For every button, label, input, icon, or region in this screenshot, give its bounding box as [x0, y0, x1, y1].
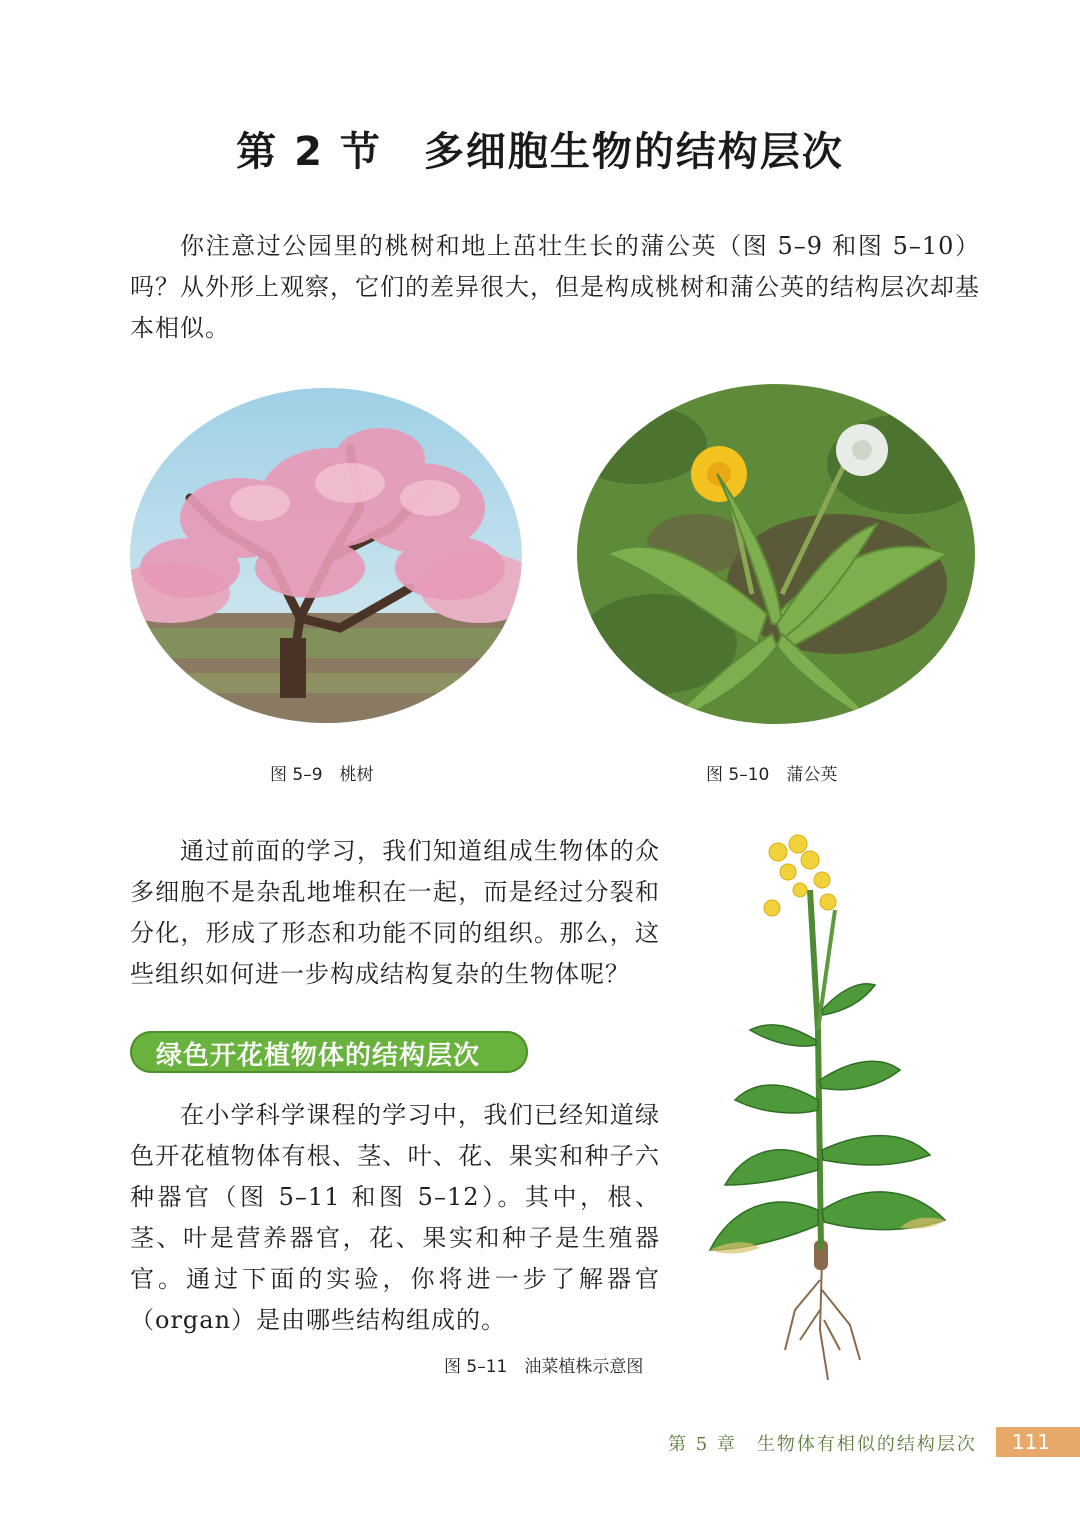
dandelion-photo [577, 384, 975, 724]
figure-5-11-caption: 图 5–11 油菜植株示意图 [444, 1357, 644, 1377]
section-heading: 绿色开花植物体的结构层次 [156, 1041, 481, 1071]
body-paragraph-2: 通过前面的学习，我们知道组成生物体的众多细胞不是杂乱地堆积在一起，而是经过分裂和分化，形成了形态和功能不同的组织。那么，这些组织如何进一步构成结构复杂的生物体呢？ [130, 837, 660, 988]
page-title: 第 2 节 多细胞生物的结构层次 [236, 129, 844, 175]
section-heading-pill [130, 1031, 528, 1073]
figure-5-9-caption: 图 5–9 桃树 [270, 765, 374, 785]
intro-paragraph: 你注意过公园里的桃树和地上茁壮生长的蒲公英（图 5–9 和图 5–10）吗？从外形上观察，它们的差异很大，但是构成桃树和蒲公英的结构层次却基本相似。 [130, 232, 980, 342]
chapter-footer: 第 5 章 生物体有相似的结构层次 [668, 1434, 977, 1455]
page-number: 111 [1011, 1430, 1051, 1454]
rapeseed-plant-illustration [700, 830, 960, 1390]
page-number-box [996, 1427, 1080, 1457]
peach-tree-photo [130, 388, 522, 723]
figure-5-10-caption: 图 5–10 蒲公英 [706, 765, 838, 785]
body-paragraph-3: 在小学科学课程的学习中，我们已经知道绿色开花植物体有根、茎、叶、花、果实和种子六种器官（图 5–11 和图 5–12）。其中，根、茎、叶是营养器官，花、果实和种子是生殖器官。通过下面的实验，你将进一步了解器官（organ）是由哪些结构组成的。 [130, 1101, 660, 1334]
